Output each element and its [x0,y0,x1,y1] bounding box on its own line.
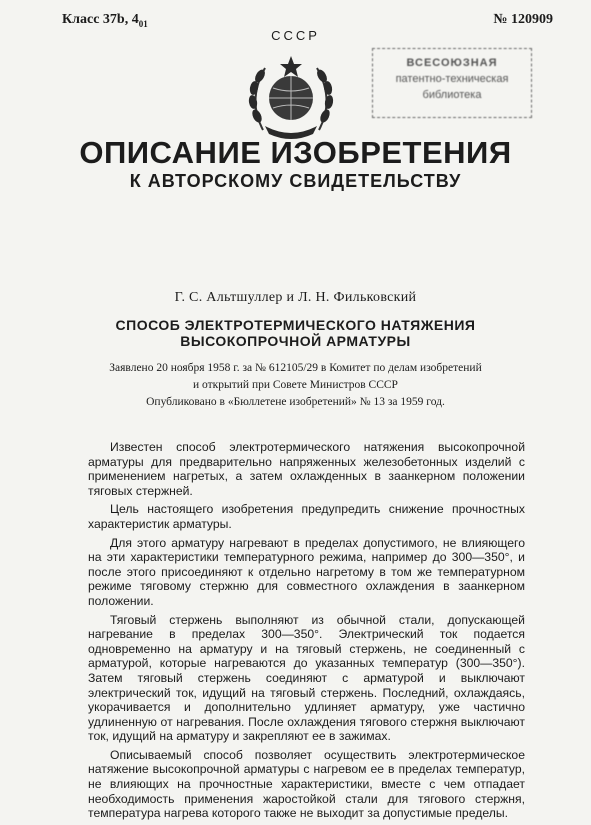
stamp-line: патентно-техническая [395,73,509,85]
paragraph: Известен способ электротермического натяжения высокопрочной арматуры для предварительно напряженных железобетонных изделий с применением нагретых, а затем охлажденных в заанкерном положении тяговых стержней. [88,440,525,498]
document-subtitle: К АВТОРСКОМУ СВИДЕТЕЛЬСТВУ [129,171,462,191]
invention-title [0,317,591,349]
country-label: СССР [271,28,320,43]
paragraph: Цель настоящего изобретения предупредить снижение прочностных характеристик арматуры. [88,502,525,531]
stamp-line: ВСЕСОЮЗНАЯ [406,57,498,69]
paragraph: Тяговый стержень выполняют из обычной стали, допускающей нагревание в пределах 300—350°. Электрический ток подается одновременно на арматуру и на тяговый стержень, не соединенный с арматурой, которые нагреваются до указанных температур (300—350°). Затем тяговый стержень соединяют с арматурой и выключают электрический ток, идущий на тяговый стержень. Последний, охлаждаясь, укорачивается и дополнительно удлиняет арматуру, уже частично удлиненную от нагревания. После охлаждения тягового стержня выключают ток, идущий на арматуру и закрепляют ее в зажимах. [88,612,525,744]
description-body [88,440,525,825]
invention-title-line: ВЫСОКОПРОЧНОЙ АРМАТУРЫ [180,333,411,349]
class-subscript: 01 [138,18,148,29]
paragraph: Описываемый способ позволяет осуществить электротермическое натяжение высокопрочной арматуры с нагревом ее в пределах температур, не влияющих на прочностные характеристики, вместе с чем отпадает необходимость применения жаростойкой стали для тягового стержня, температура нагрева которого также не выходит за допустимые пределы. [88,747,525,821]
invention-title-line: СПОСОБ ЭЛЕКТРОТЕРМИЧЕСКОГО НАТЯЖЕНИЯ [115,317,476,333]
paragraph: Для этого арматуру нагревают в пределах допустимого, не влияющего на эти характеристики температурного режима, например до 300—350°, и после этого присоединяют к отдельно нагретому в том же температурном режиме тяговому стержню для совместного охлаждения в заанкерном положении. [88,535,525,608]
filing-line: и открытий при Совете Министров СССР [193,379,398,391]
class-label: Класс 37b, $4_{01}$ [62,12,148,29]
publication-line: Опубликовано в «Бюллетене изобретений» № 13 за 1959 год. [146,396,445,408]
stamp-line: библиотека [422,89,482,101]
authors: Г. С. Альтшуллер и Л. Н. Фильковский [174,290,417,305]
library-stamp [372,48,532,118]
filing-line: Заявлено 20 ноября 1958 г. за № 612105/29 в Комитет по делам изобретений [109,362,482,374]
document-title: ОПИСАНИЕ ИЗОБРЕТЕНИЯ [79,135,512,170]
patent-number: № 120909 [493,12,553,27]
state-emblem-icon [243,50,339,142]
filing-info [0,360,591,411]
